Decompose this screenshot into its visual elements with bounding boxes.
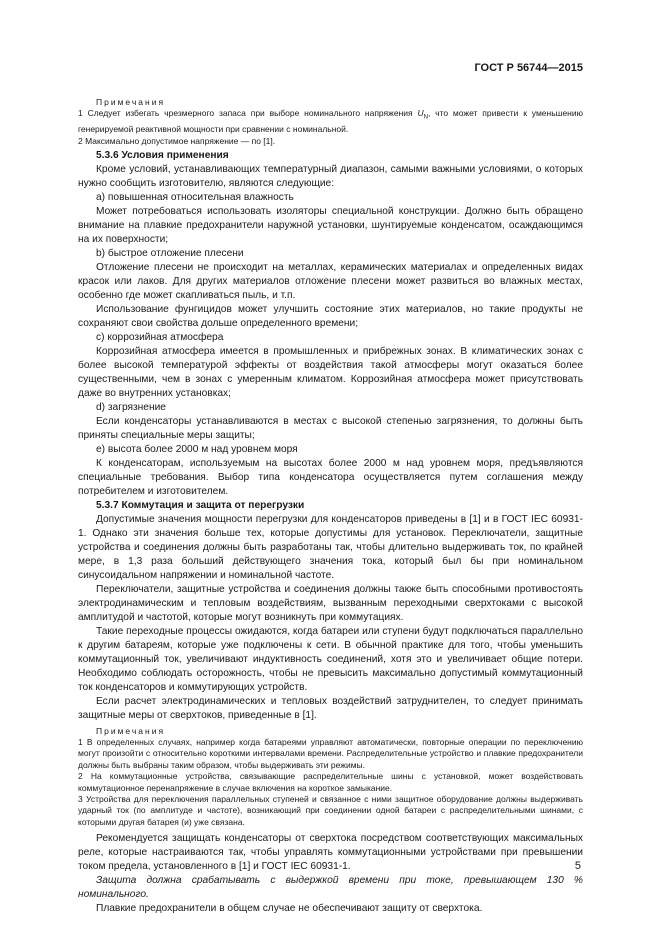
list-item-label: с) коррозийная атмосфера bbox=[96, 331, 224, 343]
note-2: 2 Максимально допустимое напряжение — по [1]. bbox=[78, 135, 276, 146]
list-item-label: b) быстрое отложение плесени bbox=[96, 247, 244, 259]
paragraph: Плавкие предохранители в общем случае не обеспечивают защиту от сверхтока. bbox=[96, 903, 483, 915]
note-1-text-a: 1 Следует избегать чрезмерного запаса при выборе номинального напряжения bbox=[78, 108, 418, 118]
voltage-subscript: N bbox=[423, 114, 428, 121]
note-1 bbox=[78, 108, 583, 136]
notes-title: Примечания bbox=[96, 97, 166, 107]
paragraph: Рекомендуется защищать конденсаторы от сверхтока посредством соответствующих максимальных реле, которые настраиваются так, чтобы управлять коммутационными устройствами при превышении током предела, установленного в [1] и ГОСТ IEC 60931-1. bbox=[78, 833, 583, 873]
section-heading: 5.3.6 Условия применения bbox=[96, 149, 229, 161]
paragraph: Коррозийная атмосфера имеется в промышленных и прибрежных зонах. В климатических зонах с более высокой температурой эффекты от воздействия такой атмосферы могут оказаться более существенными, чем в зонах с умеренным климатом. Коррозийная атмосфера может присутствовать даже во внутренних установках; bbox=[78, 345, 583, 399]
note-1-text-b: , что может привести к уменьшению генерируемой реактивной мощности при сравнении с номинальной. bbox=[78, 108, 584, 135]
paragraph: К конденсаторам, используемым на высотах более 2000 м над уровнем моря, предъявляются специальные требования. Выбор типа конденсатора осуществляется путем соглашения между потребителем и изготовителем. bbox=[78, 457, 583, 497]
paragraph: Может потребоваться использовать изоляторы специальной конструкции. Должно быть обращено внимание на плавкие предохранители наружной установки, шунтируемые конденсатом, осаждающимся на их поверхности; bbox=[78, 205, 583, 245]
note-2: 2 На коммутационные устройства, связывающие распределительные шины с установкой, может воздействовать коммутационное перенапряжение в случае включения на короткое замыкание. bbox=[78, 771, 583, 793]
notes-title: Примечания bbox=[96, 725, 166, 736]
paragraph-italic: Защита должна срабатывать с выдержкой времени при токе, превышающем 130 % номинального. bbox=[78, 875, 583, 901]
standard-designation: ГОСТ Р 56744—2015 bbox=[474, 62, 583, 74]
list-item-label: е) высота более 2000 м над уровнем моря bbox=[96, 443, 298, 455]
note-1: 1 В определенных случаях, например когда батареями управляют автоматически, повторные операции по переключению могут произойти с относительно короткими интервалами времени. Распределительные устройство и плавкие предохранители должны быть выбраны таким образом, чтобы выдерживать эти режимы. bbox=[78, 736, 583, 770]
paragraph: Такие переходные процессы ожидаются, когда батареи или ступени будут подключаться параллельно к другим батареям, которые уже подключены к сети. В обычной практике для того, чтобы уменьшить коммутационный ток, увеличивают индуктивность соединений, хотя это и увеличивает общие потери. Необходимо соблюдать осторожность, чтобы не превысить максимально допустимый коммутационный ток конденсаторов и коммутирующих устройств. bbox=[78, 625, 583, 693]
paragraph: Если расчет электродинамических и тепловых воздействий затруднителен, то следует принимать защитные меры от сверхтоков, приведенные в [1]. bbox=[78, 695, 583, 721]
paragraph: Отложение плесени не происходит на металлах, керамических материалах и определенных видах красок или лаков. Для других материалов отложение плесени может развиться во влажных местах, особенно где может скапливаться пыль, и т.п. bbox=[78, 261, 583, 301]
paragraph: Кроме условий, устанавливающих температурный диапазон, самыми важными условиями, о которых нужно сообщить изготовителю, являются следующие: bbox=[78, 163, 583, 189]
paragraph: Допустимые значения мощности перегрузки для конденсаторов приведены в [1] и в ГОСТ IEC 60931-1. Однако эти значения больше тех, которые допустимы для установок. Переключатели, защитные устройства и соединения должны быть разработаны так, чтобы длительно выдерживать ток, по крайней мере, в 1,3 раза больший действующего значения тока, который был бы при номинальном синусоидальном напряжении и номинальной частоте. bbox=[78, 513, 583, 581]
voltage-symbol: U bbox=[417, 108, 424, 118]
paragraph: Если конденсаторы устанавливаются в местах с высокой степенью загрязнения, то должны быть приняты специальные меры защиты; bbox=[78, 415, 583, 441]
page-content bbox=[78, 96, 583, 916]
list-item-label: а) повышенная относительная влажность bbox=[96, 191, 294, 203]
section-heading: 5.3.7 Коммутация и защита от перегрузки bbox=[96, 499, 305, 511]
list-item-label: d) загрязнение bbox=[96, 401, 166, 413]
paragraph: Переключатели, защитные устройства и соединения должны также быть способными противостоять электродинамическим и тепловым воздействиям, вызванным переходными сверхтоками с высокой амплитудой и частотой, которые могут возникнуть при коммутациях. bbox=[78, 583, 583, 623]
note-3: 3 Устройства для переключения параллельных ступеней и связанное с ними защитное оборудование должны выдерживать ударный ток (по амплитуде и частоте), возникающий при соединении одной батареи с распределительными шинами, с которыми другая батарея (и) уже связана. bbox=[78, 793, 583, 827]
page-number: 5 bbox=[574, 860, 581, 872]
paragraph: Использование фунгицидов может улучшить состояние этих материалов, но такие продукты не сохраняют свои свойства дольше определенного времени; bbox=[78, 303, 583, 329]
